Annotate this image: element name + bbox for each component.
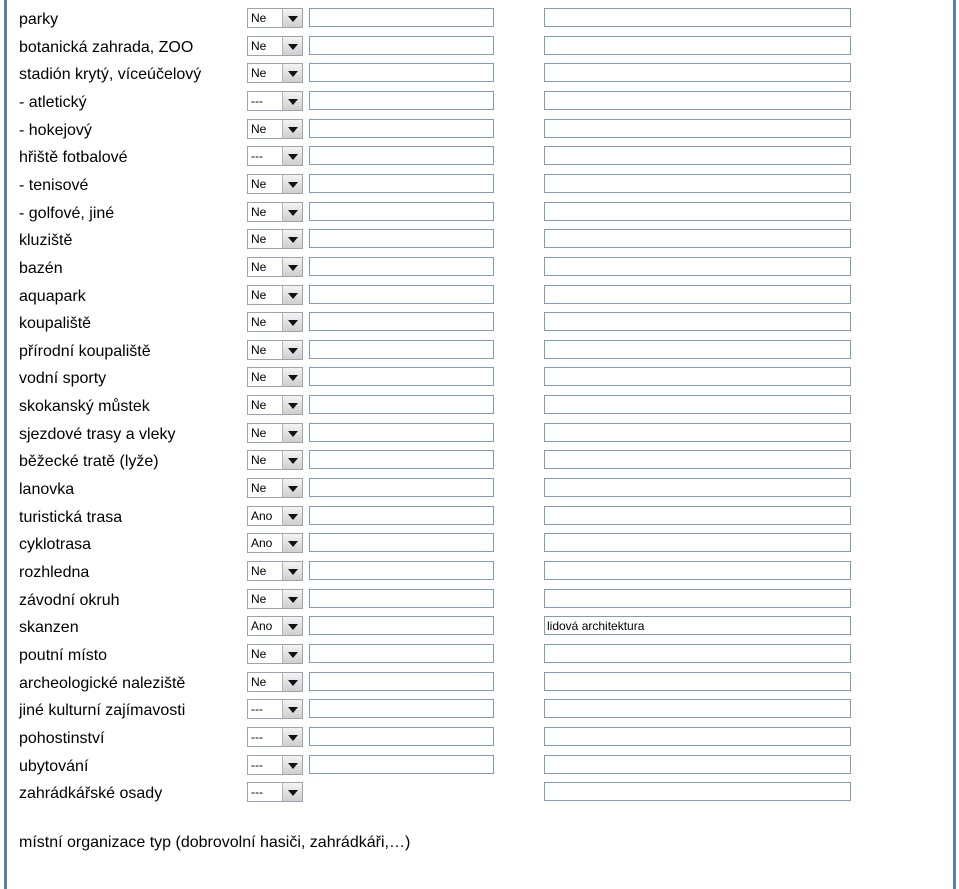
chevron-down-icon [288,597,298,603]
chevron-down-icon [288,293,298,299]
select-value: Ne [251,675,267,689]
detail-input[interactable] [309,202,494,221]
note-input[interactable] [544,367,851,386]
note-input[interactable]: lidová architektura [544,616,851,635]
row-label: běžecké tratě (lyže) [19,453,159,470]
select-value: Ano [251,619,273,633]
row-label: turistická trasa [19,509,123,526]
select-value: Ne [251,343,267,357]
dropdown-button[interactable] [282,534,302,552]
select-value: Ne [251,177,267,191]
row-label: archeologické naleziště [19,675,186,692]
form-row [0,531,959,558]
detail-input[interactable] [309,229,494,248]
dropdown-button[interactable] [282,313,302,331]
note-input[interactable] [544,727,851,746]
row-label: skanzen [19,619,79,636]
chevron-down-icon [288,265,298,271]
dropdown-button[interactable] [282,258,302,276]
dropdown-button[interactable] [282,479,302,497]
form-row [0,393,959,420]
note-input[interactable] [544,395,851,414]
chevron-down-icon [288,680,298,686]
note-input[interactable] [544,174,851,193]
dropdown-button[interactable] [282,617,302,635]
note-input[interactable] [544,478,851,497]
availability-select[interactable] [247,727,303,747]
form-row [0,476,959,503]
row-label: botanická zahrada, ZOO [19,39,194,56]
chevron-down-icon [288,237,298,243]
chevron-down-icon [288,624,298,630]
row-label: poutní místo [19,647,108,664]
chevron-down-icon [288,541,298,547]
detail-input[interactable] [309,533,494,552]
chevron-down-icon [288,403,298,409]
row-label: - tenisové [19,177,89,194]
detail-input[interactable] [309,63,494,82]
form-row [0,697,959,724]
availability-select[interactable] [247,423,303,443]
form-row [0,587,959,614]
dropdown-button[interactable] [282,230,302,248]
availability-select[interactable] [247,478,303,498]
form-row [0,725,959,752]
select-value: Ne [251,122,267,136]
availability-select[interactable] [247,146,303,166]
select-value: Ne [251,426,267,440]
detail-input[interactable] [309,312,494,331]
dropdown-button[interactable] [282,728,302,746]
form-row [0,200,959,227]
note-input[interactable] [544,561,851,580]
availability-select[interactable] [247,257,303,277]
select-value: --- [251,149,263,163]
row-label: - hokejový [19,122,92,139]
detail-input[interactable] [309,644,494,663]
availability-select[interactable] [247,119,303,139]
detail-input[interactable] [309,340,494,359]
chevron-down-icon [288,652,298,658]
detail-input[interactable] [309,755,494,774]
detail-input[interactable] [309,285,494,304]
chevron-down-icon [288,458,298,464]
availability-select[interactable] [247,174,303,194]
detail-input[interactable] [309,672,494,691]
detail-input[interactable] [309,423,494,442]
dropdown-button[interactable] [282,673,302,691]
detail-input[interactable] [309,91,494,110]
dropdown-button[interactable] [282,590,302,608]
chevron-down-icon [288,707,298,713]
select-value: Ne [251,564,267,578]
select-value: --- [251,730,263,744]
availability-select[interactable] [247,699,303,719]
form-row [0,642,959,669]
note-input[interactable] [544,8,851,27]
row-label: cyklotrasa [19,536,92,553]
select-value: --- [251,758,263,772]
chevron-down-icon [288,790,298,796]
dropdown-button[interactable] [282,451,302,469]
note-input[interactable] [544,699,851,718]
form-row [0,559,959,586]
select-value: Ano [251,509,273,523]
chevron-down-icon [288,71,298,77]
dropdown-button[interactable] [282,700,302,718]
form-row [0,144,959,171]
dropdown-button[interactable] [282,756,302,774]
chevron-down-icon [288,375,298,381]
form-row [0,172,959,199]
availability-select[interactable] [247,91,303,111]
chevron-down-icon [288,320,298,326]
availability-select[interactable] [247,312,303,332]
select-value: Ne [251,370,267,384]
dropdown-button[interactable] [282,37,302,55]
availability-select[interactable] [247,589,303,609]
form-row [0,448,959,475]
note-input[interactable] [544,423,851,442]
availability-select[interactable] [247,782,303,802]
select-value: Ne [251,39,267,53]
dropdown-button[interactable] [282,507,302,525]
form-row [0,504,959,531]
form-row [0,780,959,807]
row-label: ubytování [19,758,89,775]
dropdown-button[interactable] [282,783,302,801]
note-input[interactable] [544,589,851,608]
note-input[interactable] [544,119,851,138]
note-input[interactable] [544,782,851,801]
chevron-down-icon [288,486,298,492]
dropdown-button[interactable] [282,424,302,442]
detail-input[interactable] [309,450,494,469]
note-input[interactable] [544,312,851,331]
availability-select[interactable] [247,506,303,526]
row-label: jiné kulturní zajímavosti [19,702,186,719]
row-label: stadión krytý, víceúčelový [19,66,202,83]
row-label: - atletický [19,94,87,111]
note-input[interactable] [544,36,851,55]
row-label: parky [19,11,59,28]
note-input[interactable] [544,229,851,248]
row-label: - golfové, jiné [19,205,115,222]
chevron-down-icon [288,514,298,520]
detail-input[interactable] [309,257,494,276]
form-row [0,753,959,780]
chevron-down-icon [288,210,298,216]
note-input[interactable] [544,506,851,525]
availability-select[interactable] [247,367,303,387]
select-value: Ne [251,288,267,302]
detail-input[interactable] [309,36,494,55]
chevron-down-icon [288,16,298,22]
select-value: Ne [251,647,267,661]
dropdown-button[interactable] [282,645,302,663]
row-label: vodní sporty [19,370,107,387]
note-input[interactable] [544,755,851,774]
detail-input[interactable] [309,727,494,746]
chevron-down-icon [288,127,298,133]
chevron-down-icon [288,431,298,437]
local-organization-label: místní organizace typ (dobrovolní hasiči, zahrádkáři,…) [19,834,411,851]
select-value: Ne [251,66,267,80]
select-value: Ne [251,232,267,246]
dropdown-button[interactable] [282,562,302,580]
note-input[interactable] [544,450,851,469]
select-value: Ne [251,481,267,495]
chevron-down-icon [288,763,298,769]
select-value: --- [251,785,263,799]
form-row [0,89,959,116]
chevron-down-icon [288,99,298,105]
form-row [0,421,959,448]
detail-input[interactable] [309,8,494,27]
note-input[interactable] [544,672,851,691]
chevron-down-icon [288,569,298,575]
detail-input[interactable] [309,174,494,193]
note-input[interactable] [544,146,851,165]
form-row [0,338,959,365]
select-value: --- [251,94,263,108]
detail-input[interactable] [309,506,494,525]
select-value: Ne [251,398,267,412]
dropdown-button[interactable] [282,286,302,304]
availability-select[interactable] [247,36,303,56]
chevron-down-icon [288,44,298,50]
dropdown-button[interactable] [282,92,302,110]
chevron-down-icon [288,348,298,354]
chevron-down-icon [288,182,298,188]
availability-select[interactable] [247,340,303,360]
form-row [0,365,959,392]
row-label: závodní okruh [19,592,120,609]
row-label: rozhledna [19,564,90,581]
chevron-down-icon [288,735,298,741]
select-value: Ne [251,315,267,329]
form-row [0,117,959,144]
note-input[interactable] [544,533,851,552]
select-value: Ano [251,536,273,550]
availability-select[interactable] [247,672,303,692]
note-input[interactable] [544,63,851,82]
dropdown-button[interactable] [282,64,302,82]
detail-input[interactable] [309,478,494,497]
availability-select[interactable] [247,63,303,83]
row-label: bazén [19,260,63,277]
form-row [0,614,959,641]
select-value: Ne [251,11,267,25]
detail-input[interactable] [309,146,494,165]
note-input[interactable] [544,340,851,359]
availability-select[interactable] [247,755,303,775]
note-input[interactable] [544,91,851,110]
form-row [0,227,959,254]
dropdown-button[interactable] [282,120,302,138]
note-input[interactable] [544,257,851,276]
dropdown-button[interactable] [282,203,302,221]
note-input[interactable] [544,644,851,663]
dropdown-button[interactable] [282,341,302,359]
select-value: Ne [251,592,267,606]
detail-input[interactable] [309,616,494,635]
form-row [0,61,959,88]
dropdown-button[interactable] [282,147,302,165]
detail-input[interactable] [309,699,494,718]
dropdown-button[interactable] [282,175,302,193]
availability-select[interactable] [247,285,303,305]
form-row [0,283,959,310]
availability-select[interactable] [247,561,303,581]
row-label: aquapark [19,288,86,305]
availability-select[interactable] [247,8,303,28]
row-label: zahrádkářské osady [19,785,163,802]
form-row [0,34,959,61]
form-row [0,310,959,337]
detail-input[interactable] [309,119,494,138]
row-label: kluziště [19,232,73,249]
select-value: Ne [251,205,267,219]
availability-select[interactable] [247,644,303,664]
detail-input[interactable] [309,589,494,608]
row-label: pohostinství [19,730,105,747]
select-value: --- [251,702,263,716]
dropdown-button[interactable] [282,9,302,27]
row-label: lanovka [19,481,75,498]
availability-select[interactable] [247,450,303,470]
row-label: sjezdové trasy a vleky [19,426,176,443]
dropdown-button[interactable] [282,368,302,386]
chevron-down-icon [288,154,298,160]
availability-select[interactable] [247,533,303,553]
detail-input[interactable] [309,561,494,580]
row-label: hřiště fotbalové [19,149,128,166]
row-label: koupaliště [19,315,92,332]
form-row [0,670,959,697]
availability-select[interactable] [247,202,303,222]
select-value: Ne [251,260,267,274]
dropdown-button[interactable] [282,396,302,414]
availability-select[interactable] [247,229,303,249]
form-row [0,6,959,33]
detail-input[interactable] [309,395,494,414]
availability-select[interactable] [247,616,303,636]
row-label: skokanský můstek [19,398,150,415]
select-value: Ne [251,453,267,467]
note-input[interactable] [544,202,851,221]
form-row [0,255,959,282]
detail-input[interactable] [309,367,494,386]
row-label: přírodní koupaliště [19,343,151,360]
availability-select[interactable] [247,395,303,415]
note-input[interactable] [544,285,851,304]
